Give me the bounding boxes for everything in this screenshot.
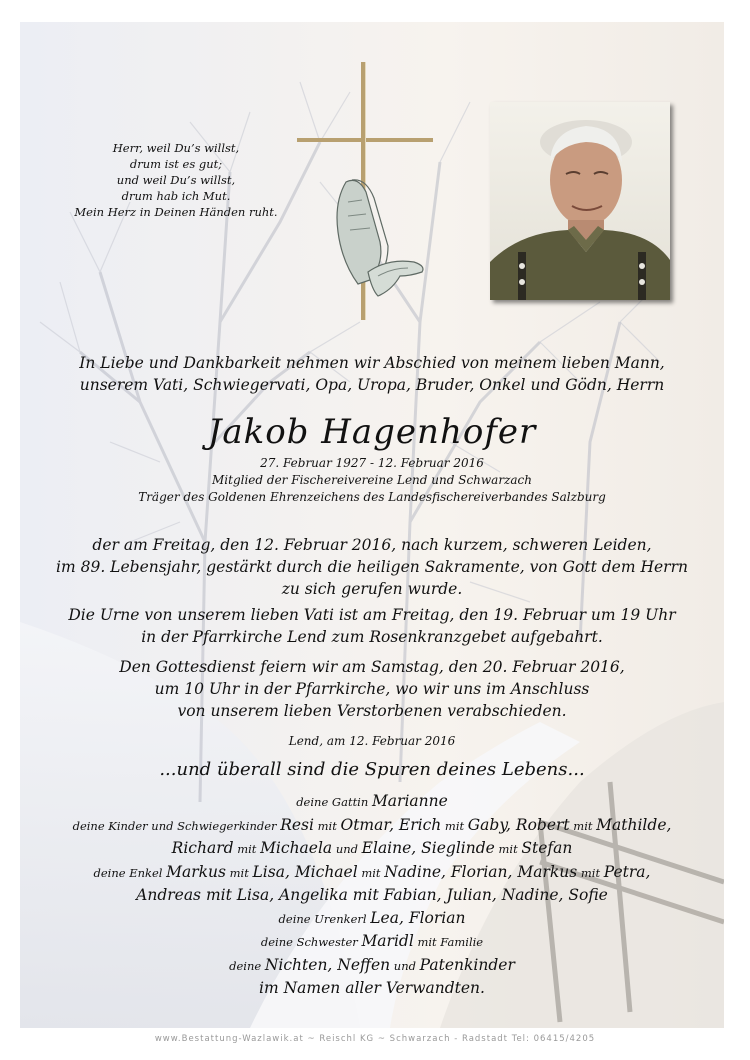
mourner-names: Richard [171, 839, 234, 857]
label: deine Kinder und Schwiegerkinder [72, 818, 281, 833]
poem-line: drum hab ich Mut. [121, 189, 231, 203]
mourners-spouse [20, 790, 724, 814]
closing-quote: ...und überall sind die Spuren deines Lebens... [159, 759, 585, 780]
mourners-sister [20, 930, 724, 954]
mourners-grandchildren-cont [20, 884, 724, 907]
mourners-closing [20, 977, 724, 1000]
connector: und [332, 842, 362, 856]
honor-line: Träger des Goldenen Ehrenzeichens des Landesfischereiverbandes Salzburg [138, 490, 606, 504]
mourner-names: Marianne [371, 792, 448, 810]
life-dates: 27. Februar 1927 - 12. Februar 2016 [260, 456, 484, 470]
label: deine [229, 958, 265, 973]
death-notice [20, 534, 724, 600]
mourner-names: Markus [166, 862, 226, 881]
death-notice-line: der am Freitag, den 12. Februar 2016, nach kurzem, schweren Leiden, [92, 536, 652, 554]
portrait-photo [490, 102, 670, 300]
urn-notice-line: in der Pfarrkirche Lend zum Rosenkranzgebet aufgebahrt. [141, 628, 603, 646]
urn-notice [20, 604, 724, 648]
mourner-names: Gaby, Robert [467, 815, 570, 834]
mourner-names: Stefan [521, 839, 573, 857]
mourner-names: Petra, [603, 862, 651, 881]
mourner-names: Mathilde, [596, 815, 672, 834]
intro-line: In Liebe und Dankbarkeit nehmen wir Abschied von meinem lieben Mann, [79, 354, 665, 372]
service-notice-line: Den Gottesdienst feiern wir am Samstag, den 20. Februar 2016, [119, 658, 625, 676]
connector: mit [226, 865, 253, 880]
service-notice-line: um 10 Uhr in der Pfarrkirche, wo wir uns im Anschluss [154, 680, 590, 698]
connector: mit [313, 818, 341, 833]
mourners-great-grandchildren [20, 907, 724, 931]
label: deine Schwester [260, 935, 362, 949]
connector: mit [494, 842, 522, 856]
poem-line: drum ist es gut; [129, 157, 223, 171]
closing-line: im Namen aller Verwandten. [259, 979, 485, 997]
death-notice-line: im 89. Lebensjahr, gestärkt durch die heiligen Sakramente, von Gott dem Herrn [56, 558, 688, 576]
mourner-names: Lea, Florian [370, 908, 466, 927]
service-notice [20, 656, 724, 722]
mourner-names: Lisa, Michael [252, 862, 358, 881]
intro-line: unserem Vati, Schwiegervati, Opa, Uropa, Bruder, Onkel und Gödn, Herrn [79, 376, 665, 394]
mourner-names: Nadine, Florian, Markus [384, 862, 578, 881]
mourners-children [20, 814, 724, 838]
mourners-relatives [20, 954, 724, 978]
urn-notice-line: Die Urne von unserem lieben Vati ist am Freitag, den 19. Februar um 19 Uhr [68, 606, 676, 624]
connector: mit [441, 818, 468, 833]
label: deine Gattin [296, 795, 372, 809]
poem-line: Mein Herz in Deinen Händen ruht. [74, 205, 278, 219]
death-notice-line: zu sich gerufen wurde. [281, 580, 463, 598]
mourner-names: Elaine, Sieglinde [361, 839, 495, 857]
deceased-details [20, 455, 724, 506]
poem-line: und weil Du’s willst, [116, 173, 236, 187]
label: deine Enkel [93, 865, 167, 880]
mourner-names: Resi [280, 815, 314, 834]
deceased-name: Jakob Hagenhofer [207, 412, 537, 452]
obituary-card [20, 22, 724, 1028]
mourners-grandchildren [20, 861, 724, 885]
mourner-names: Nichten, Neffen [264, 955, 391, 974]
membership-line: Mitglied der Fischereivereine Lend und Schwarzach [212, 473, 532, 487]
praying-hands-dove-icon [318, 172, 428, 312]
service-notice-line: von unserem lieben Verstorbenen verabschieden. [177, 702, 567, 720]
connector: und [390, 958, 420, 973]
connector: mit [569, 818, 597, 833]
poem-line: Herr, weil Du’s willst, [112, 141, 240, 155]
connector: mit [577, 865, 604, 880]
mourners-children-cont [20, 837, 724, 861]
connector: mit [233, 842, 261, 856]
label: mit Familie [413, 935, 484, 949]
label: deine Urenkerl [278, 911, 371, 926]
place-date: Lend, am 12. Februar 2016 [288, 734, 456, 748]
mourner-names: Otmar, Erich [340, 815, 442, 834]
poem [60, 140, 292, 220]
mourner-names: Patenkinder [419, 955, 515, 974]
mourner-names: Michaela [260, 839, 333, 857]
funeral-home-footer: www.Bestattung-Wazlawik.at ~ Reischl KG ~ Schwarzach - Radstadt Tel: 06415/4205 [154, 1034, 596, 1044]
mourner-names: Andreas mit Lisa, Angelika mit Fabian, Julian, Nadine, Sofie [136, 886, 608, 904]
intro-text [20, 352, 724, 396]
connector: mit [357, 865, 385, 880]
mourner-names: Maridl [361, 932, 414, 950]
mourners-list [20, 790, 724, 1000]
